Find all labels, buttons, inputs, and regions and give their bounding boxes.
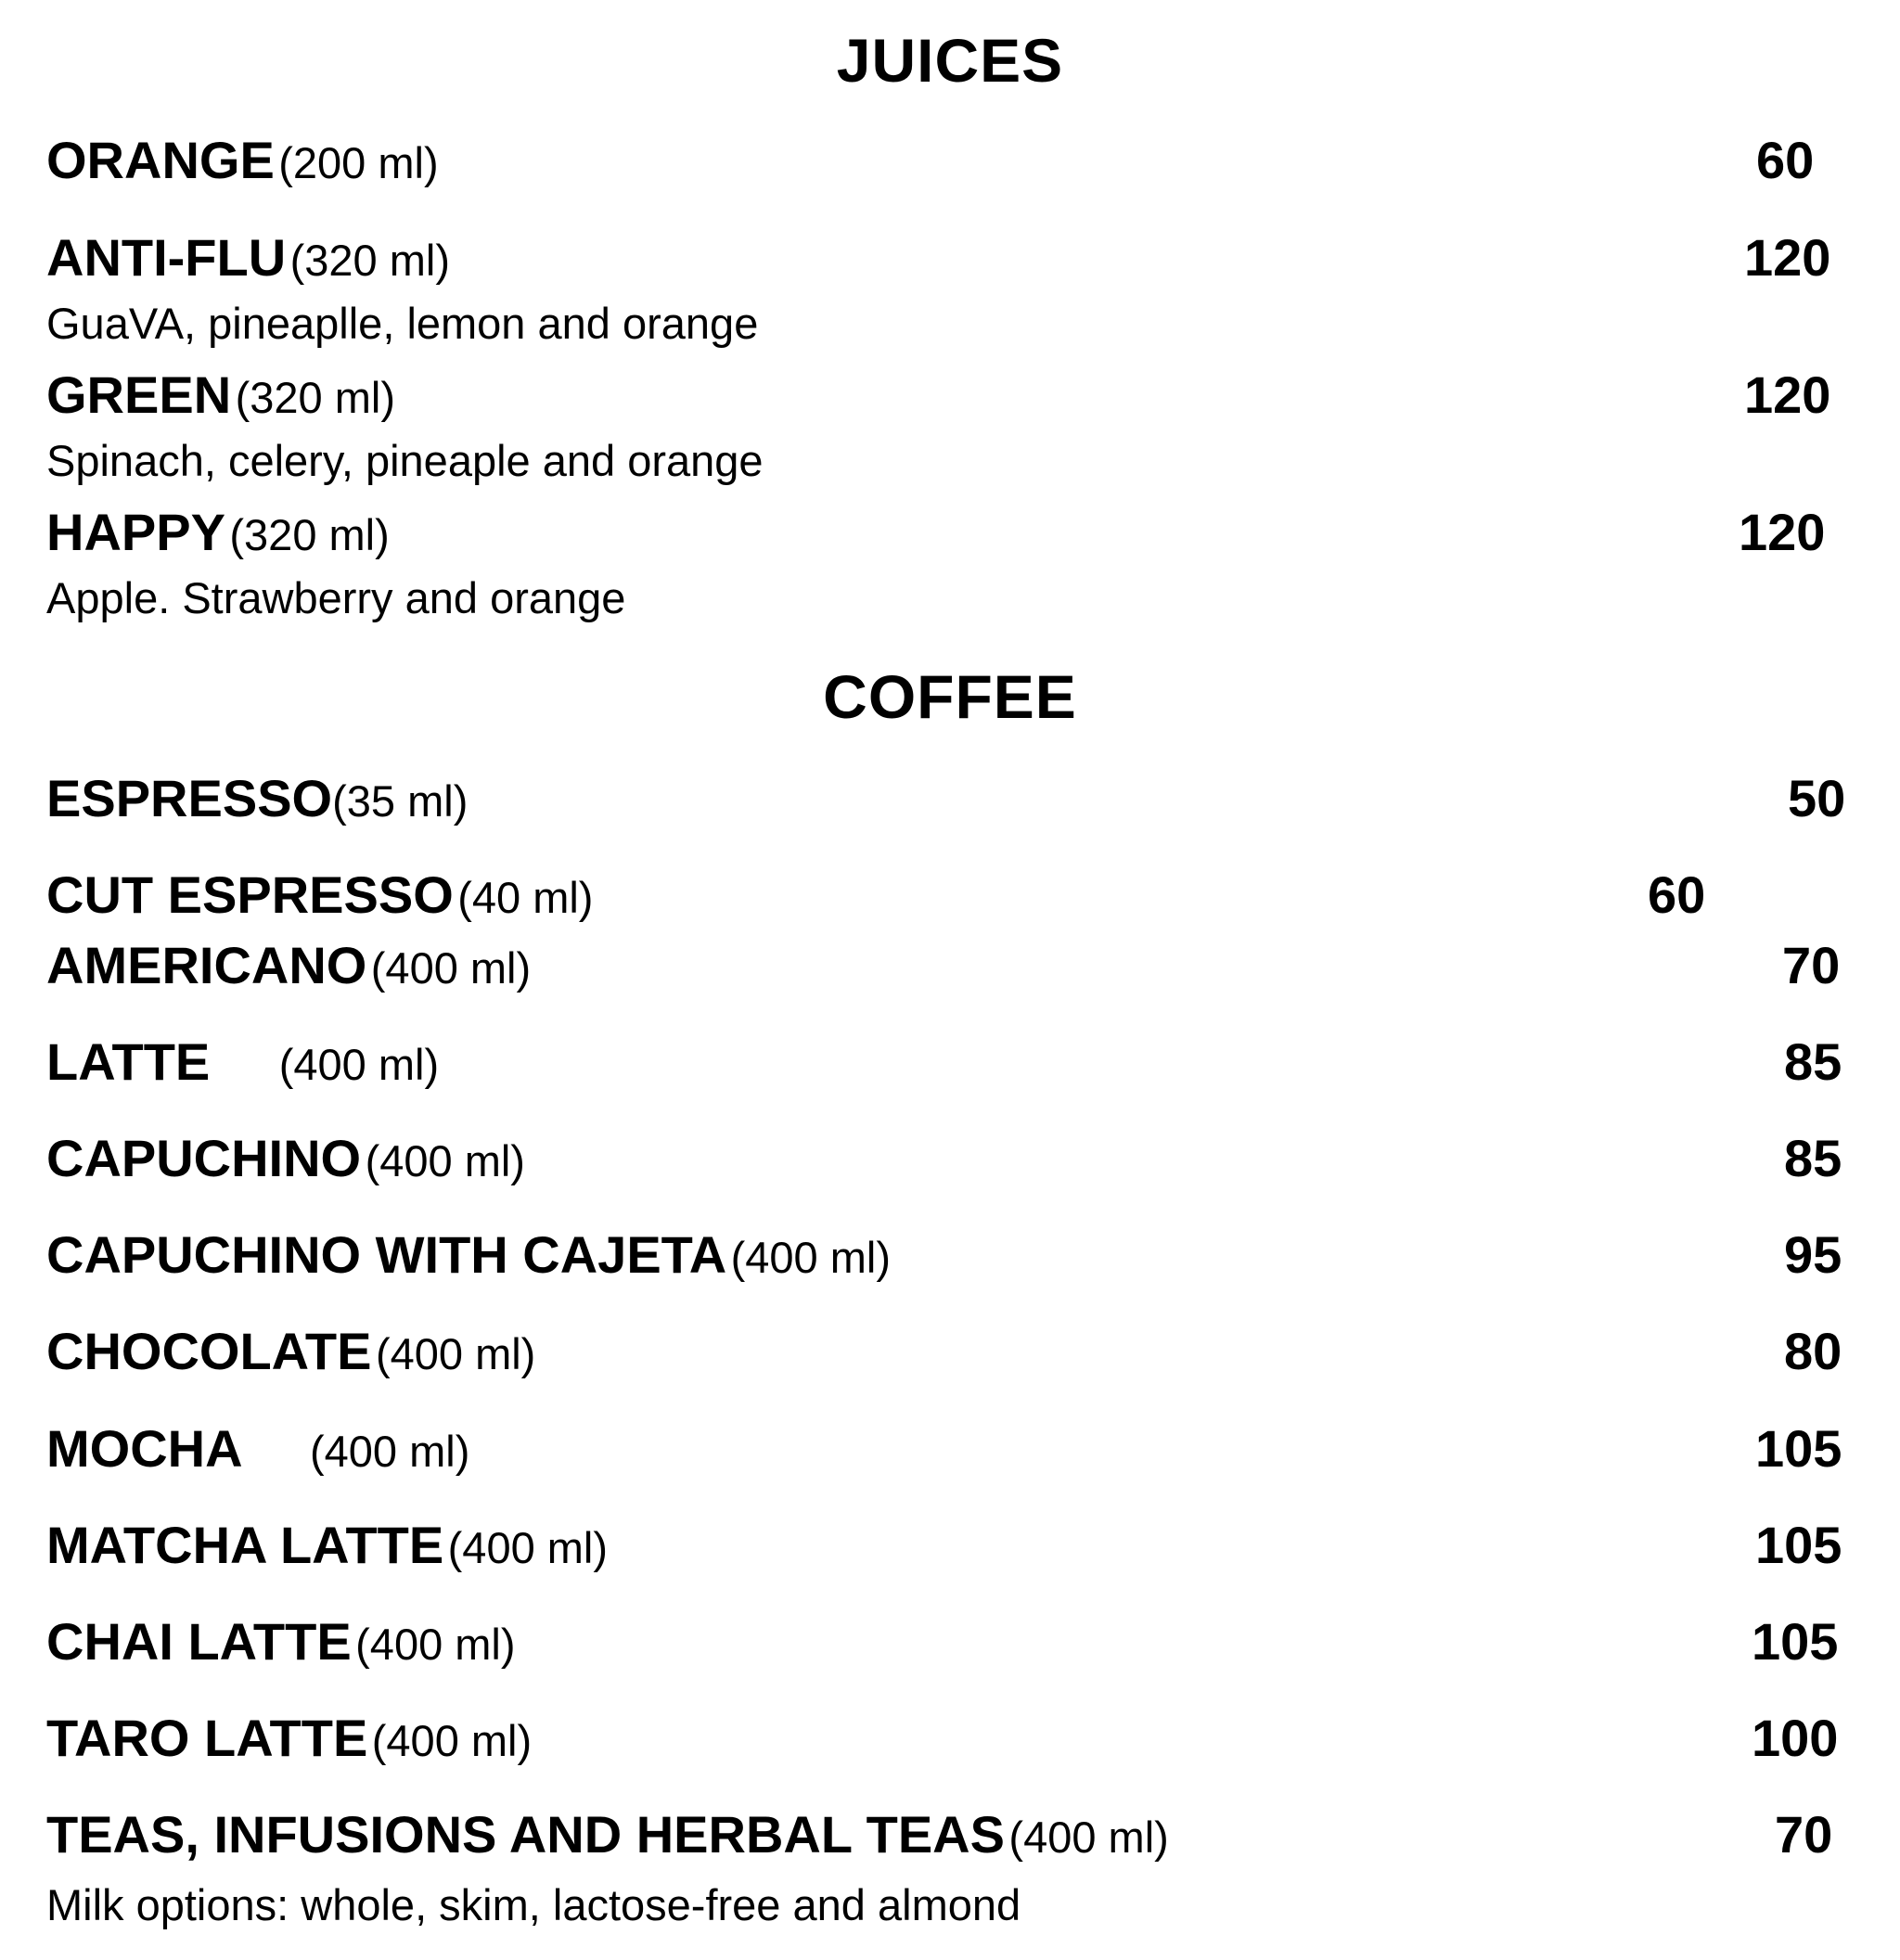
item-name: CHOCOLATE (46, 1322, 372, 1380)
item-size: (400 ml) (355, 1620, 516, 1669)
item-size: (400 ml) (375, 1329, 536, 1378)
item-price: 100 (1752, 1709, 1839, 1767)
item-name: MATCHA LATTE (46, 1516, 444, 1574)
item-description: GuaVA, pineaplle, lemon and orange (46, 299, 759, 348)
item-description: Apple. Strawberry and orange (46, 573, 626, 622)
juices-heading: JUICES (836, 26, 1064, 95)
item-size: (400 ml) (1008, 1813, 1169, 1862)
menu-item-mocha (46, 1419, 470, 1478)
item-price: 105 (1755, 1419, 1842, 1478)
item-size: (320 ml) (235, 373, 395, 422)
item-price: 70 (1775, 1805, 1833, 1864)
menu-item-anti-flu (46, 228, 450, 287)
item-name: CAPUCHINO (46, 1129, 362, 1187)
item-name: CAPUCHINO WITH CAJETA (46, 1225, 727, 1284)
item-name: HAPPY (46, 503, 225, 561)
menu-item-capuchino-with-cajeta (46, 1225, 891, 1284)
item-price: 60 (1648, 865, 1706, 924)
item-size: (400 ml) (730, 1233, 891, 1282)
item-name: ANTI-FLU (46, 228, 287, 287)
menu-item-orange (46, 131, 439, 189)
item-price: 50 (1788, 769, 1846, 827)
menu-item-cut-espresso (46, 865, 594, 924)
item-size: (40 ml) (457, 873, 594, 922)
item-name: AMERICANO (46, 936, 367, 994)
item-description: Milk options: whole, skim, lactose-free and almond (46, 1880, 1021, 1929)
menu-item-green (46, 365, 395, 424)
item-size: (320 ml) (229, 510, 390, 559)
menu-item-matcha-latte (46, 1516, 609, 1574)
menu-item-espresso (46, 769, 469, 827)
item-price: 95 (1784, 1225, 1842, 1284)
item-name: ORANGE (46, 131, 275, 189)
menu-item-chocolate (46, 1322, 536, 1380)
menu-item-teas (46, 1805, 1169, 1864)
item-price: 70 (1782, 936, 1841, 994)
item-description: Spinach, celery, pineaple and orange (46, 436, 764, 485)
item-price: 105 (1755, 1516, 1842, 1574)
item-name: TARO LATTE (46, 1709, 368, 1767)
item-price: 120 (1739, 503, 1826, 561)
item-size: (400 ml) (365, 1136, 525, 1185)
item-name: MOCHA (46, 1419, 243, 1478)
item-size: (400 ml) (447, 1523, 609, 1572)
item-size: (400 ml) (309, 1427, 470, 1476)
coffee-heading: COFFEE (823, 662, 1077, 731)
item-name: ESPRESSO (46, 769, 333, 827)
item-size: (200 ml) (278, 138, 439, 187)
item-name: CHAI LATTE (46, 1612, 352, 1671)
item-name: CUT ESPRESSO (46, 865, 454, 924)
item-size: (35 ml) (332, 776, 469, 826)
item-price: 120 (1744, 365, 1831, 424)
item-size: (320 ml) (289, 236, 450, 285)
item-size: (400 ml) (278, 1040, 440, 1089)
item-price: 85 (1784, 1129, 1842, 1187)
menu-item-happy (46, 503, 390, 561)
menu-item-taro-latte (46, 1709, 533, 1767)
menu-item-latte (46, 1032, 440, 1091)
item-price: 85 (1784, 1032, 1842, 1091)
item-name: TEAS, INFUSIONS AND HERBAL TEAS (46, 1805, 1005, 1864)
menu-item-chai-latte (46, 1612, 516, 1671)
menu-item-americano (46, 936, 532, 994)
menu-item-capuchino (46, 1129, 525, 1187)
item-price: 60 (1756, 131, 1815, 189)
item-size: (400 ml) (370, 943, 532, 993)
item-price: 80 (1784, 1322, 1842, 1380)
item-price: 120 (1744, 228, 1831, 287)
item-price: 105 (1752, 1612, 1839, 1671)
item-name: LATTE (46, 1032, 211, 1091)
item-name: GREEN (46, 365, 232, 424)
item-size: (400 ml) (371, 1716, 533, 1765)
